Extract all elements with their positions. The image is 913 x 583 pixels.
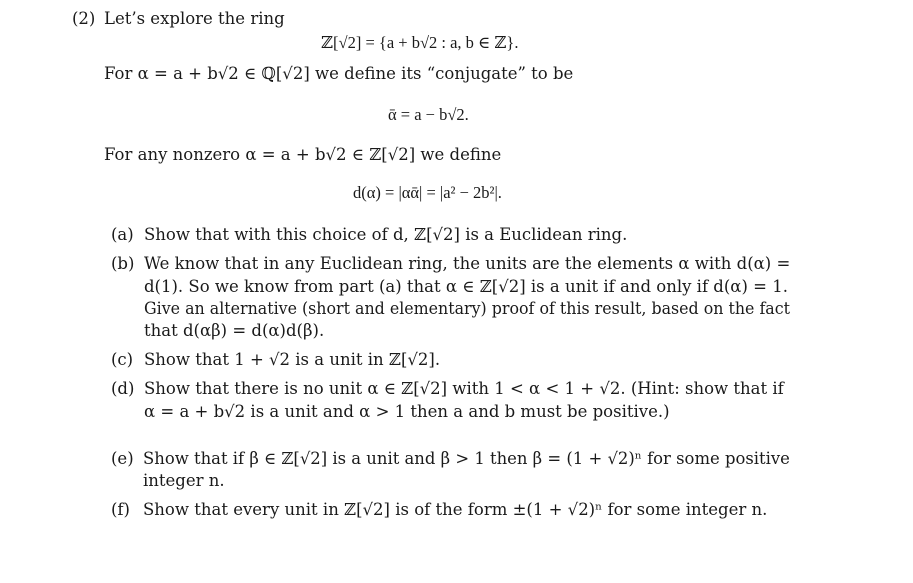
part-c-text: Show that 1 + √2 is a unit in ℤ[√2]. [144,350,441,369]
part-e-text-2: integer n. [143,471,225,490]
part-a-text: Show that with this choice of d, ℤ[√2] is a Euclidean ring. [144,225,628,244]
ring-definition: ℤ[√2] = {a + b√2 : a, b ∈ ℤ}. [321,33,519,52]
part-b-text-1: We know that in any Euclidean ring, the units are the elements α with d(α) = [144,254,791,273]
part-d-text-2: α = a + b√2 is a unit and α > 1 then a and b must be positive.) [144,402,670,421]
part-c-label: (c) [111,350,134,369]
part-f-label: (f) [111,500,130,519]
problem-number: (2) [72,9,96,28]
part-b-text-2: d(1). So we know from part (a) that α ∈ ℤ[√2] is a unit if and only if d(α) = 1. [144,277,788,296]
part-f-text: Show that every unit in ℤ[√2] is of the form ±(1 + √2)ⁿ for some integer n. [143,500,768,519]
part-b-label: (b) [111,254,135,273]
part-e-text-1: Show that if β ∈ ℤ[√2] is a unit and β > 1 then β = (1 + √2)ⁿ for some positive [143,449,790,468]
norm-definition: d(α) = |αᾱ| = |a² − 2b²|. [353,183,502,202]
part-d-text-1: Show that there is no unit α ∈ ℤ[√2] with 1 < α < 1 + √2. (Hint: show that if [144,379,784,398]
part-a-label: (a) [111,225,134,244]
part-e-label: (e) [111,449,134,468]
intro-text: Let’s explore the ring [104,9,285,28]
conjugate-definition: ᾱ = a − b√2. [388,105,469,124]
norm-intro: For any nonzero α = a + b√2 ∈ ℤ[√2] we define [104,145,502,164]
part-b-text-3: Give an alternative (short and elementary) proof of this result, based on the fact [144,299,790,318]
conjugate-intro: For α = a + b√2 ∈ ℚ[√2] we define its “conjugate” to be [104,64,574,83]
part-b-text-4: that d(αβ) = d(α)d(β). [144,321,325,340]
part-d-label: (d) [111,379,135,398]
